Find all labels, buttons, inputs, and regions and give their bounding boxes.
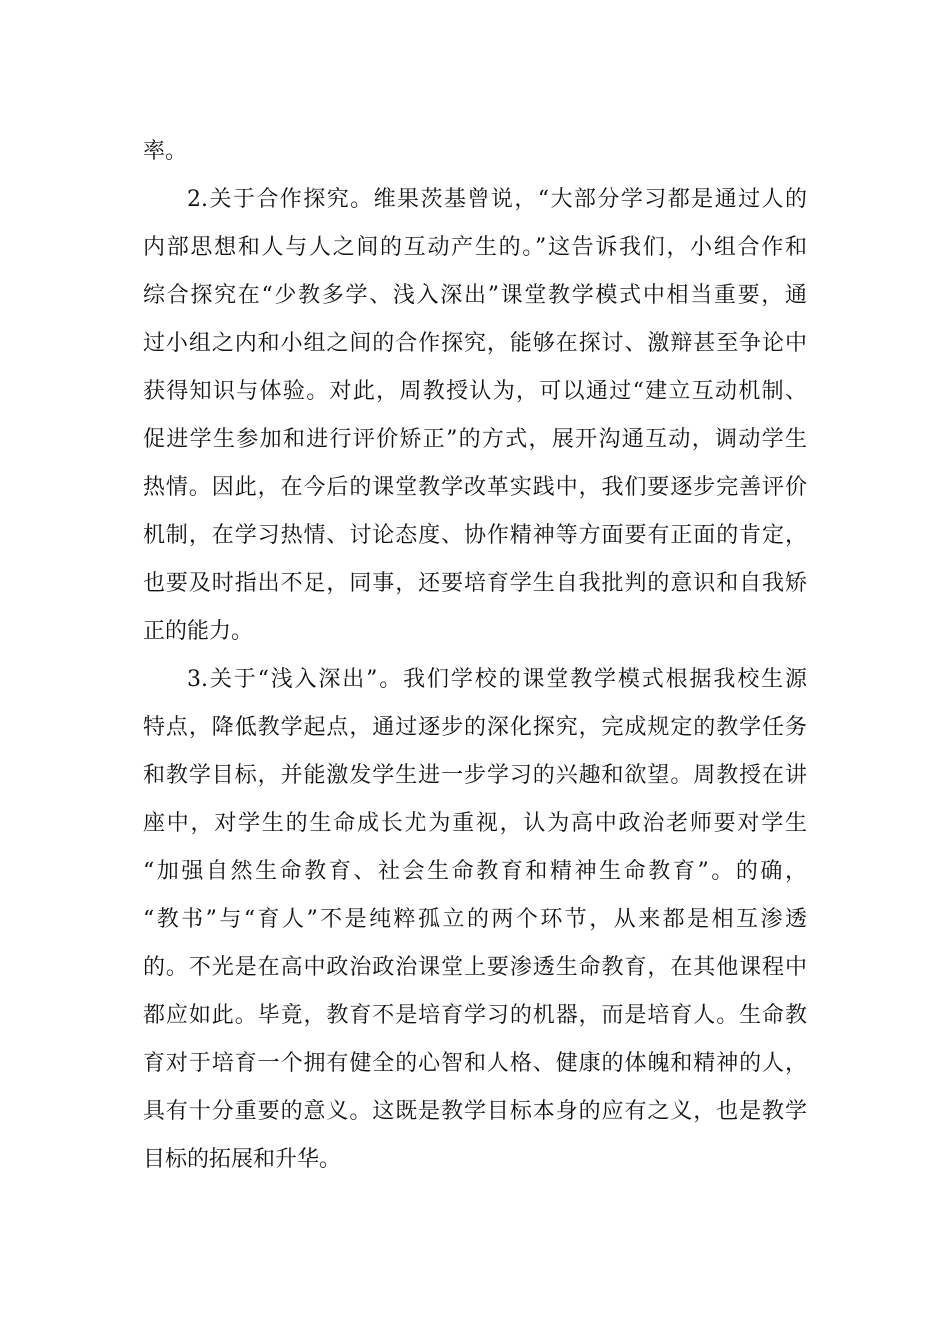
text-line: 机制，在学习热情、讨论态度、协作精神等方面要有正面的肯定， [143, 523, 807, 548]
text-line: 正的能力。 [143, 619, 254, 644]
text-line: 特点，降低教学起点，通过逐步的深化探究，完成规定的教学任务 [143, 715, 807, 740]
text-line: 过小组之内和小组之间的合作探究，能够在探讨、激辩甚至争论中 [143, 331, 807, 356]
text-line: 热情。因此，在今后的课堂教学改革实践中，我们要逐步完善评价 [143, 475, 807, 500]
text-line: “加强自然生命教育、社会生命教育和精神生命教育”。的确， [143, 859, 807, 884]
text-line: 也要及时指出不足，同事，还要培育学生自我批判的意识和自我矫 [143, 571, 807, 596]
text-line: 和教学目标，并能激发学生进一步学习的兴趣和欲望。周教授在讲 [143, 763, 807, 788]
text-line: 育对于培育一个拥有健全的心智和人格、健康的体魄和精神的人， [143, 1051, 807, 1076]
text-line: 目标的拓展和升华。 [143, 1147, 342, 1172]
text-line: “教书”与“育人”不是纯粹孤立的两个环节，从来都是相互渗透 [143, 907, 807, 932]
text-line: 都应如此。毕竟，教育不是培育学习的机器，而是培育人。生命教 [143, 1003, 807, 1028]
text-line: 综合探究在“少教多学、浅入深出”课堂教学模式中相当重要，通 [143, 283, 807, 308]
text-line: 座中，对学生的生命成长尤为重视，认为高中政治老师要对学生 [143, 811, 807, 836]
text-line: 内部思想和人与人之间的互动产生的。”这告诉我们，小组合作和 [143, 235, 807, 260]
body-text [143, 128, 807, 1184]
paragraph-first-line: 2.关于合作探究。维果茨基曾说，“大部分学习都是通过人的 [187, 187, 807, 212]
text-line: 率。 [143, 139, 188, 164]
text-line: 促进学生参加和进行评价矫正”的方式，展开沟通互动，调动学生 [143, 427, 807, 452]
text-line: 获得知识与体验。对此，周教授认为，可以通过“建立互动机制、 [143, 379, 807, 404]
text-line: 的。不光是在高中政治政治课堂上要渗透生命教育，在其他课程中 [143, 955, 807, 980]
text-line: 具有十分重要的意义。这既是教学目标本身的应有之义，也是教学 [143, 1099, 807, 1124]
paragraph-first-line: 3.关于“浅入深出”。我们学校的课堂教学模式根据我校生源 [187, 667, 807, 692]
